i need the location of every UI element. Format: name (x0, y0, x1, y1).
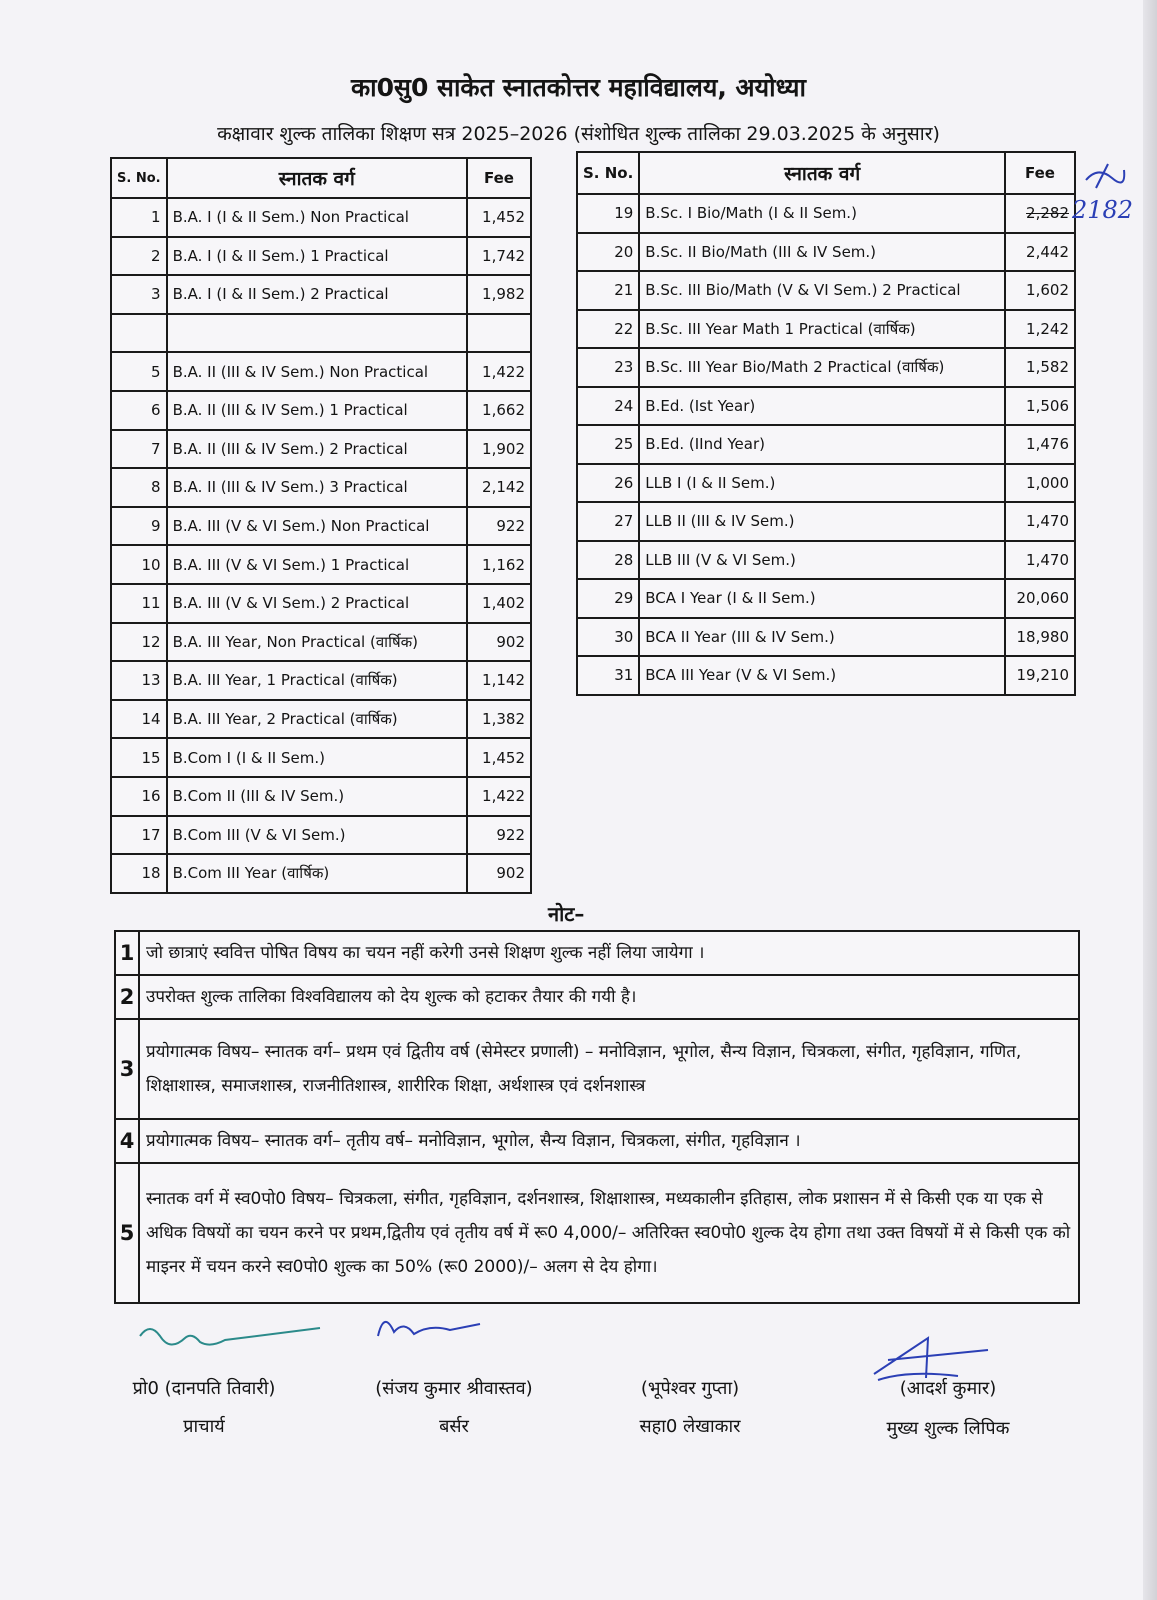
row-serial-number: 12 (111, 623, 167, 662)
row-fee-value: 1,902 (467, 430, 531, 469)
row-class-name: B.A. II (III & IV Sem.) Non Practical (167, 352, 467, 391)
signatory-principal-role: प्राचार्य (183, 1416, 225, 1437)
note-number: 5 (115, 1163, 139, 1303)
row-class-name: B.A. III (V & VI Sem.) 1 Practical (167, 545, 467, 584)
row-class-name: B.Com III (V & VI Sem.) (167, 816, 467, 855)
row-fee-value: 1,162 (467, 545, 531, 584)
row-fee-value: 1,506 (1005, 387, 1075, 426)
row-fee-value: 1,452 (467, 738, 531, 777)
row-fee-value (467, 314, 531, 353)
row-fee-value: 1,476 (1005, 425, 1075, 464)
row-serial-number: 16 (111, 777, 167, 816)
row-class-name: B.A. I (I & II Sem.) 2 Practical (167, 275, 467, 314)
table-row (111, 468, 531, 507)
table-row (577, 541, 1075, 580)
signature-bursar (370, 1306, 490, 1346)
row-serial-number: 2 (111, 237, 167, 276)
signatory-clerk-name: (आदर्श कुमार) (899, 1378, 997, 1399)
note-row (115, 1019, 1079, 1119)
note-text: स्नातक वर्ग में स्व0पो0 विषय– चित्रकला, संगीत, गृहविज्ञान, दर्शनशास्त्र, शिक्षाशास्त्र, मध्यकालीन इतिहास, लोक प्रशासन में से किसी एक या एक से अधिक विषयों का चयन करने पर प्रथम,द्वितीय एवं तृतीय वर्ष में रू0 4,000/– अतिरिक्त स्व0पो0 शुल्क देय होगा तथा उक्त विषयों में से किसी एक को माइनर में चयन करने स्व0पो0 शुल्क का 50% (रू0 2000)/– अलग से देय होगा। (139, 1163, 1079, 1303)
row-serial-number: 23 (577, 348, 639, 387)
row-class-name: BCA I Year (I & II Sem.) (639, 579, 1005, 618)
row-fee-value: 18,980 (1005, 618, 1075, 657)
table-row (577, 425, 1075, 464)
row-serial-number: 22 (577, 310, 639, 349)
row-class-name (167, 314, 467, 353)
signature-principal (130, 1318, 330, 1362)
row-fee-value: 2,142 (467, 468, 531, 507)
column-header-fee: Fee (467, 158, 531, 198)
paper-edge (1143, 0, 1157, 1600)
row-class-name: B.Sc. III Year Math 1 Practical (वार्षिक) (639, 310, 1005, 349)
row-fee-value: 1,662 (467, 391, 531, 430)
table-row (111, 275, 531, 314)
table-row (111, 545, 531, 584)
note-number: 3 (115, 1019, 139, 1119)
row-serial-number: 27 (577, 502, 639, 541)
row-class-name: B.Sc. III Bio/Math (V & VI Sem.) 2 Practical (639, 271, 1005, 310)
table-row (111, 198, 531, 237)
row-class-name: B.A. II (III & IV Sem.) 1 Practical (167, 391, 467, 430)
note-row (115, 931, 1079, 975)
row-class-name: B.A. III Year, Non Practical (वार्षिक) (167, 623, 467, 662)
note-text: जो छात्राएं स्ववित्त पोषित विषय का चयन नहीं करेगी उनसे शिक्षण शुल्क नहीं लिया जायेगा । (139, 931, 1079, 975)
table-row (111, 391, 531, 430)
row-class-name: B.A. I (I & II Sem.) 1 Practical (167, 237, 467, 276)
fee-table-subtitle: कक्षावार शुल्क तालिका शिक्षण सत्र 2025–2026 (संशोधित शुल्क तालिका 29.03.2025 के अनुसार) (217, 123, 940, 145)
fee-table-left (110, 157, 532, 894)
row-fee-value: 1,742 (467, 237, 531, 276)
fee-table-right (576, 151, 1076, 696)
note-row (115, 1119, 1079, 1163)
table-header-row (111, 158, 531, 198)
row-fee-value: 1,982 (467, 275, 531, 314)
note-text: प्रयोगात्मक विषय– स्नातक वर्ग– प्रथम एवं द्वितीय वर्ष (सेमेस्टर प्रणाली) – मनोविज्ञान, भूगोल, सैन्य विज्ञान, चित्रकला, संगीत, गृहविज्ञान, गणित, शिक्षाशास्त्र, समाजशास्त्र, राजनीतिशास्त्र, शारीरिक शिक्षा, अर्थशास्त्र एवं दर्शनशास्त्र (139, 1019, 1079, 1119)
row-class-name: B.Sc. III Year Bio/Math 2 Practical (वार्षिक) (639, 348, 1005, 387)
row-serial-number: 13 (111, 661, 167, 700)
row-fee-value: 902 (467, 623, 531, 662)
row-serial-number: 9 (111, 507, 167, 546)
table-row (577, 194, 1075, 233)
signatory-bursar-role: बर्सर (439, 1416, 469, 1437)
row-fee-value: 1,422 (467, 352, 531, 391)
signatory-clerk-role: मुख्य शुल्क लिपिक (886, 1418, 1010, 1439)
row-fee-value: 1,470 (1005, 541, 1075, 580)
signatory-accountant-role: सहा0 लेखाकार (639, 1416, 741, 1437)
row-fee-value: 1,422 (467, 777, 531, 816)
row-fee-value: 2,282 (1005, 194, 1075, 233)
table-row (111, 507, 531, 546)
row-fee-value: 20,060 (1005, 579, 1075, 618)
row-serial-number: 15 (111, 738, 167, 777)
row-serial-number (111, 314, 167, 353)
row-class-name: LLB II (III & IV Sem.) (639, 502, 1005, 541)
row-fee-value: 922 (467, 816, 531, 855)
table-row (577, 502, 1075, 541)
table-row (111, 661, 531, 700)
row-serial-number: 6 (111, 391, 167, 430)
note-text: उपरोक्त शुल्क तालिका विश्वविद्यालय को देय शुल्क को हटाकर तैयार की गयी है। (139, 975, 1079, 1019)
table-row (577, 271, 1075, 310)
row-fee-value: 922 (467, 507, 531, 546)
column-header-sno: S. No. (111, 158, 167, 198)
table-row (111, 314, 531, 353)
notes-heading: नोट– (548, 902, 585, 926)
row-class-name: LLB I (I & II Sem.) (639, 464, 1005, 503)
table-row (577, 387, 1075, 426)
row-class-name: B.A. III Year, 1 Practical (वार्षिक) (167, 661, 467, 700)
row-serial-number: 18 (111, 854, 167, 893)
row-class-name: LLB III (V & VI Sem.) (639, 541, 1005, 580)
column-header-class: स्नातक वर्ग (639, 152, 1005, 194)
column-header-class: स्नातक वर्ग (167, 158, 467, 198)
column-header-sno: S. No. (577, 152, 639, 194)
note-number: 2 (115, 975, 139, 1019)
table-row (111, 816, 531, 855)
table-row (111, 430, 531, 469)
row-fee-value: 902 (467, 854, 531, 893)
row-serial-number: 5 (111, 352, 167, 391)
row-class-name: B.A. III (V & VI Sem.) 2 Practical (167, 584, 467, 623)
row-fee-value: 1,582 (1005, 348, 1075, 387)
table-row (577, 348, 1075, 387)
signatory-bursar-name: (संजय कुमार श्रीवास्तव) (375, 1378, 533, 1399)
table-row (577, 310, 1075, 349)
row-fee-value: 1,452 (467, 198, 531, 237)
column-header-fee: Fee (1005, 152, 1075, 194)
row-class-name: B.A. III (V & VI Sem.) Non Practical (167, 507, 467, 546)
table-row (111, 738, 531, 777)
table-row (111, 700, 531, 739)
row-class-name: B.A. II (III & IV Sem.) 2 Practical (167, 430, 467, 469)
row-serial-number: 14 (111, 700, 167, 739)
row-serial-number: 7 (111, 430, 167, 469)
row-fee-value: 1,602 (1005, 271, 1075, 310)
table-row (577, 233, 1075, 272)
row-fee-value: 1,142 (467, 661, 531, 700)
row-serial-number: 3 (111, 275, 167, 314)
row-serial-number: 29 (577, 579, 639, 618)
row-serial-number: 20 (577, 233, 639, 272)
row-fee-value: 2,442 (1005, 233, 1075, 272)
row-serial-number: 8 (111, 468, 167, 507)
row-serial-number: 11 (111, 584, 167, 623)
row-class-name: B.Com II (III & IV Sem.) (167, 777, 467, 816)
handwritten-mark-icon (1082, 160, 1128, 192)
row-fee-value: 1,382 (467, 700, 531, 739)
table-row (111, 352, 531, 391)
row-class-name: B.Sc. II Bio/Math (III & IV Sem.) (639, 233, 1005, 272)
signatory-principal-name: प्रो0 (दानपति तिवारी) (132, 1378, 276, 1399)
row-serial-number: 25 (577, 425, 639, 464)
note-text: प्रयोगात्मक विषय– स्नातक वर्ग– तृतीय वर्ष– मनोविज्ञान, भूगोल, सैन्य विज्ञान, चित्रकला, संगीत, गृहविज्ञान । (139, 1119, 1079, 1163)
table-row (577, 656, 1075, 695)
row-serial-number: 28 (577, 541, 639, 580)
row-class-name: BCA II Year (III & IV Sem.) (639, 618, 1005, 657)
row-serial-number: 17 (111, 816, 167, 855)
row-serial-number: 31 (577, 656, 639, 695)
college-title: का0सु0 साकेत स्नातकोत्तर महाविद्यालय, अयोध्या (350, 73, 807, 102)
table-row (111, 623, 531, 662)
note-row (115, 975, 1079, 1019)
table-row (111, 584, 531, 623)
row-class-name: B.Sc. I Bio/Math (I & II Sem.) (639, 194, 1005, 233)
row-class-name: B.Ed. (IInd Year) (639, 425, 1005, 464)
row-class-name: B.Com I (I & II Sem.) (167, 738, 467, 777)
row-class-name: B.Com III Year (वार्षिक) (167, 854, 467, 893)
table-row (577, 618, 1075, 657)
row-serial-number: 10 (111, 545, 167, 584)
note-number: 4 (115, 1119, 139, 1163)
row-class-name: B.A. III Year, 2 Practical (वार्षिक) (167, 700, 467, 739)
row-fee-value: 1,470 (1005, 502, 1075, 541)
note-row (115, 1163, 1079, 1303)
row-serial-number: 21 (577, 271, 639, 310)
row-serial-number: 19 (577, 194, 639, 233)
table-row (577, 464, 1075, 503)
table-row (111, 854, 531, 893)
row-class-name: B.A. II (III & IV Sem.) 3 Practical (167, 468, 467, 507)
row-serial-number: 30 (577, 618, 639, 657)
row-class-name: B.Ed. (Ist Year) (639, 387, 1005, 426)
row-class-name: BCA III Year (V & VI Sem.) (639, 656, 1005, 695)
table-header-row (577, 152, 1075, 194)
signatory-accountant-name: (भूपेश्वर गुप्ता) (640, 1378, 740, 1399)
row-serial-number: 24 (577, 387, 639, 426)
row-fee-value: 1,242 (1005, 310, 1075, 349)
row-fee-value: 1,000 (1005, 464, 1075, 503)
table-row (111, 237, 531, 276)
table-row (111, 777, 531, 816)
row-fee-value: 1,402 (467, 584, 531, 623)
notes-table (114, 930, 1080, 1304)
row-serial-number: 26 (577, 464, 639, 503)
note-number: 1 (115, 931, 139, 975)
row-fee-value: 19,210 (1005, 656, 1075, 695)
row-serial-number: 1 (111, 198, 167, 237)
handwritten-correction: 2182 (1072, 196, 1134, 224)
table-row (577, 579, 1075, 618)
row-class-name: B.A. I (I & II Sem.) Non Practical (167, 198, 467, 237)
